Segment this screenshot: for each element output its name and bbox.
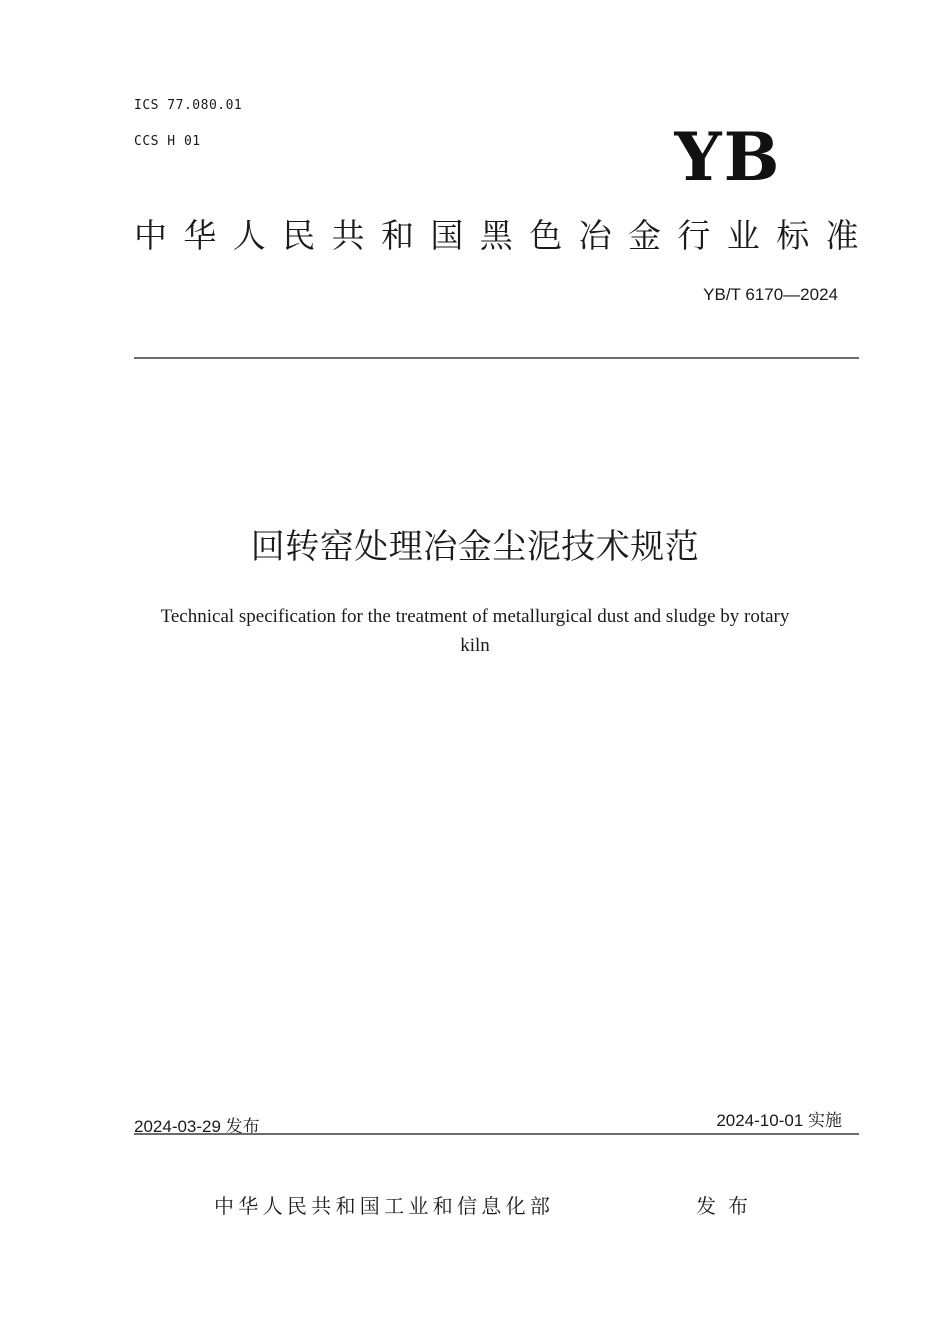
implementation-date: 2024-10-01 实施: [716, 1111, 842, 1130]
industry-standard-heading: 中华人民共和国黑色冶金行业标准: [134, 216, 875, 255]
yb-logo: YB: [674, 118, 782, 196]
publish-label: 发布: [696, 1194, 760, 1218]
top-divider: [134, 357, 859, 359]
document-title-english: [110, 602, 840, 660]
publisher-name: 中华人民共和国工业和信息化部: [214, 1194, 555, 1218]
standard-number: YB/T 6170—2024: [703, 285, 838, 304]
issue-date: 2024-03-29 发布: [134, 1117, 260, 1136]
ics-code: ICS 77.080.01: [134, 98, 243, 113]
bottom-divider: [134, 1133, 859, 1135]
ccs-code: CCS H 01: [134, 134, 201, 149]
english-title-line-2: kiln: [460, 635, 490, 656]
document-title-chinese: 回转窑处理冶金尘泥技术规范: [250, 527, 700, 567]
english-title-line-1: Technical specification for the treatment of metallurgical dust and sludge by rotary: [160, 606, 790, 627]
